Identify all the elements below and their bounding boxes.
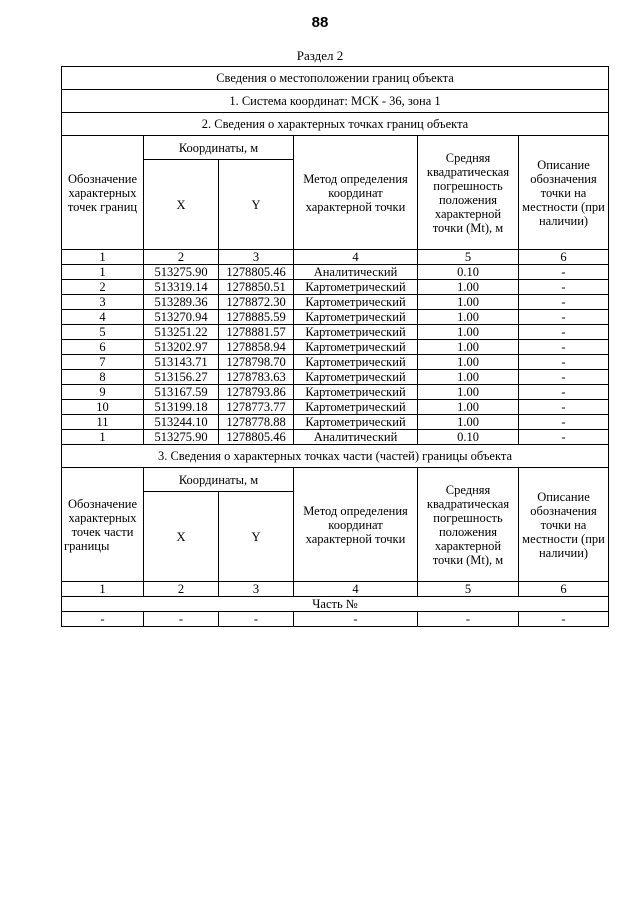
cell: 8 — [62, 370, 144, 385]
table-row — [62, 295, 609, 310]
header-x-part: X — [144, 492, 219, 582]
header-method: Метод определения координат характерной точки — [294, 136, 418, 250]
column-number: 1 — [62, 582, 144, 597]
cell: Картометрический — [294, 415, 418, 430]
header-error-part: Средняя квадратическая погрешность положения характерной точки (Mt), м — [418, 468, 519, 582]
table-row — [62, 325, 609, 340]
cell: 1.00 — [418, 325, 519, 340]
cell: 1278805.46 — [219, 265, 294, 280]
cell: 11 — [62, 415, 144, 430]
cell: 1278793.86 — [219, 385, 294, 400]
column-number: 3 — [219, 582, 294, 597]
cell: 1278798.70 — [219, 355, 294, 370]
cell: Картометрический — [294, 370, 418, 385]
cell: 3 — [62, 295, 144, 310]
cell: 513275.90 — [144, 430, 219, 445]
table-row — [62, 430, 609, 445]
column-number: 1 — [62, 250, 144, 265]
coordinate-system: 1. Система координат: МСК - 36, зона 1 — [62, 90, 609, 113]
cell: 1278858.94 — [219, 340, 294, 355]
cell: 10 — [62, 400, 144, 415]
cell: Картометрический — [294, 355, 418, 370]
column-number: 5 — [418, 250, 519, 265]
table-row — [62, 400, 609, 415]
cell: 1278881.57 — [219, 325, 294, 340]
header-description-part: Описание обозначения точки на местности (при наличии) — [519, 468, 609, 582]
cell: 1.00 — [418, 415, 519, 430]
cell: 1.00 — [418, 340, 519, 355]
header-designation: Обозначение характерных точек границ — [62, 136, 144, 250]
cell: 1.00 — [418, 385, 519, 400]
cell: 1 — [62, 430, 144, 445]
cell: - — [519, 370, 609, 385]
cell: 1278778.88 — [219, 415, 294, 430]
column-number: 2 — [144, 582, 219, 597]
cell: 513289.36 — [144, 295, 219, 310]
cell: 513251.22 — [144, 325, 219, 340]
cell: 5 — [62, 325, 144, 340]
column-number: 4 — [294, 250, 418, 265]
table-row — [62, 265, 609, 280]
cell: 513244.10 — [144, 415, 219, 430]
cell: - — [144, 612, 219, 627]
table-title: Сведения о местоположении границ объекта — [62, 67, 609, 90]
header-description: Описание обозначения точки на местности (при наличии) — [519, 136, 609, 250]
column-number: 5 — [418, 582, 519, 597]
column-numbers-row — [62, 582, 609, 597]
cell: - — [519, 355, 609, 370]
section-label: Раздел 2 — [296, 48, 344, 63]
cell: - — [519, 612, 609, 627]
cell: 1278805.46 — [219, 430, 294, 445]
column-number: 6 — [519, 582, 609, 597]
table-row — [62, 370, 609, 385]
cell: 4 — [62, 310, 144, 325]
cell: Картометрический — [294, 385, 418, 400]
cell: Картометрический — [294, 295, 418, 310]
cell: 0.10 — [418, 265, 519, 280]
header-method-part: Метод определения координат характерной точки — [294, 468, 418, 582]
table-row — [62, 310, 609, 325]
cell: - — [294, 612, 418, 627]
header-y-part: Y — [219, 492, 294, 582]
cell: - — [519, 385, 609, 400]
cell: 1.00 — [418, 370, 519, 385]
cell: Картометрический — [294, 280, 418, 295]
table-row — [62, 280, 609, 295]
cell: - — [519, 295, 609, 310]
cell: - — [519, 265, 609, 280]
cell: Аналитический — [294, 265, 418, 280]
cell: 1 — [62, 265, 144, 280]
table-row — [62, 355, 609, 370]
table-row — [62, 340, 609, 355]
part3-title: 3. Сведения о характерных точках части (частей) границы объекта — [62, 445, 609, 468]
part-label: Часть № — [62, 597, 609, 612]
cell: Картометрический — [294, 340, 418, 355]
header-coordinates-part: Координаты, м — [144, 468, 294, 492]
table-row — [62, 415, 609, 430]
header-error: Средняя квадратическая погрешность положения характерной точки (Mt), м — [418, 136, 519, 250]
column-number: 4 — [294, 582, 418, 597]
cell: 2 — [62, 280, 144, 295]
cell: 1.00 — [418, 310, 519, 325]
header-y: Y — [219, 160, 294, 250]
column-number: 3 — [219, 250, 294, 265]
cell: - — [519, 280, 609, 295]
cell: - — [519, 325, 609, 340]
cell: 1278783.63 — [219, 370, 294, 385]
cell: 1.00 — [418, 295, 519, 310]
cell: 1.00 — [418, 355, 519, 370]
cell: 1278872.30 — [219, 295, 294, 310]
boundary-table — [61, 66, 609, 627]
cell: 513156.27 — [144, 370, 219, 385]
cell: Картометрический — [294, 400, 418, 415]
cell: 0.10 — [418, 430, 519, 445]
cell: 1.00 — [418, 280, 519, 295]
cell: 513143.71 — [144, 355, 219, 370]
page-number: 88 — [311, 14, 329, 31]
header-x: X — [144, 160, 219, 250]
cell: 9 — [62, 385, 144, 400]
cell: - — [219, 612, 294, 627]
cell: - — [62, 612, 144, 627]
cell: - — [519, 415, 609, 430]
table-row — [62, 612, 609, 627]
cell: 7 — [62, 355, 144, 370]
cell: - — [519, 400, 609, 415]
cell: 1278773.77 — [219, 400, 294, 415]
cell: - — [519, 430, 609, 445]
cell: - — [519, 310, 609, 325]
table-row — [62, 385, 609, 400]
cell: 1278885.59 — [219, 310, 294, 325]
column-number: 2 — [144, 250, 219, 265]
cell: Картометрический — [294, 325, 418, 340]
cell: 513199.18 — [144, 400, 219, 415]
column-number: 6 — [519, 250, 609, 265]
cell: - — [418, 612, 519, 627]
column-numbers-row — [62, 250, 609, 265]
cell: Аналитический — [294, 430, 418, 445]
cell: 513275.90 — [144, 265, 219, 280]
header-part-designation: Обозначение характерных точек части границы — [62, 468, 144, 582]
cell: 6 — [62, 340, 144, 355]
cell: 513319.14 — [144, 280, 219, 295]
cell: 1.00 — [418, 400, 519, 415]
cell: 513270.94 — [144, 310, 219, 325]
cell: - — [519, 340, 609, 355]
part2-title: 2. Сведения о характерных точках границ объекта — [62, 113, 609, 136]
cell: 513202.97 — [144, 340, 219, 355]
cell: 1278850.51 — [219, 280, 294, 295]
cell: 513167.59 — [144, 385, 219, 400]
cell: Картометрический — [294, 310, 418, 325]
header-coordinates: Координаты, м — [144, 136, 294, 160]
